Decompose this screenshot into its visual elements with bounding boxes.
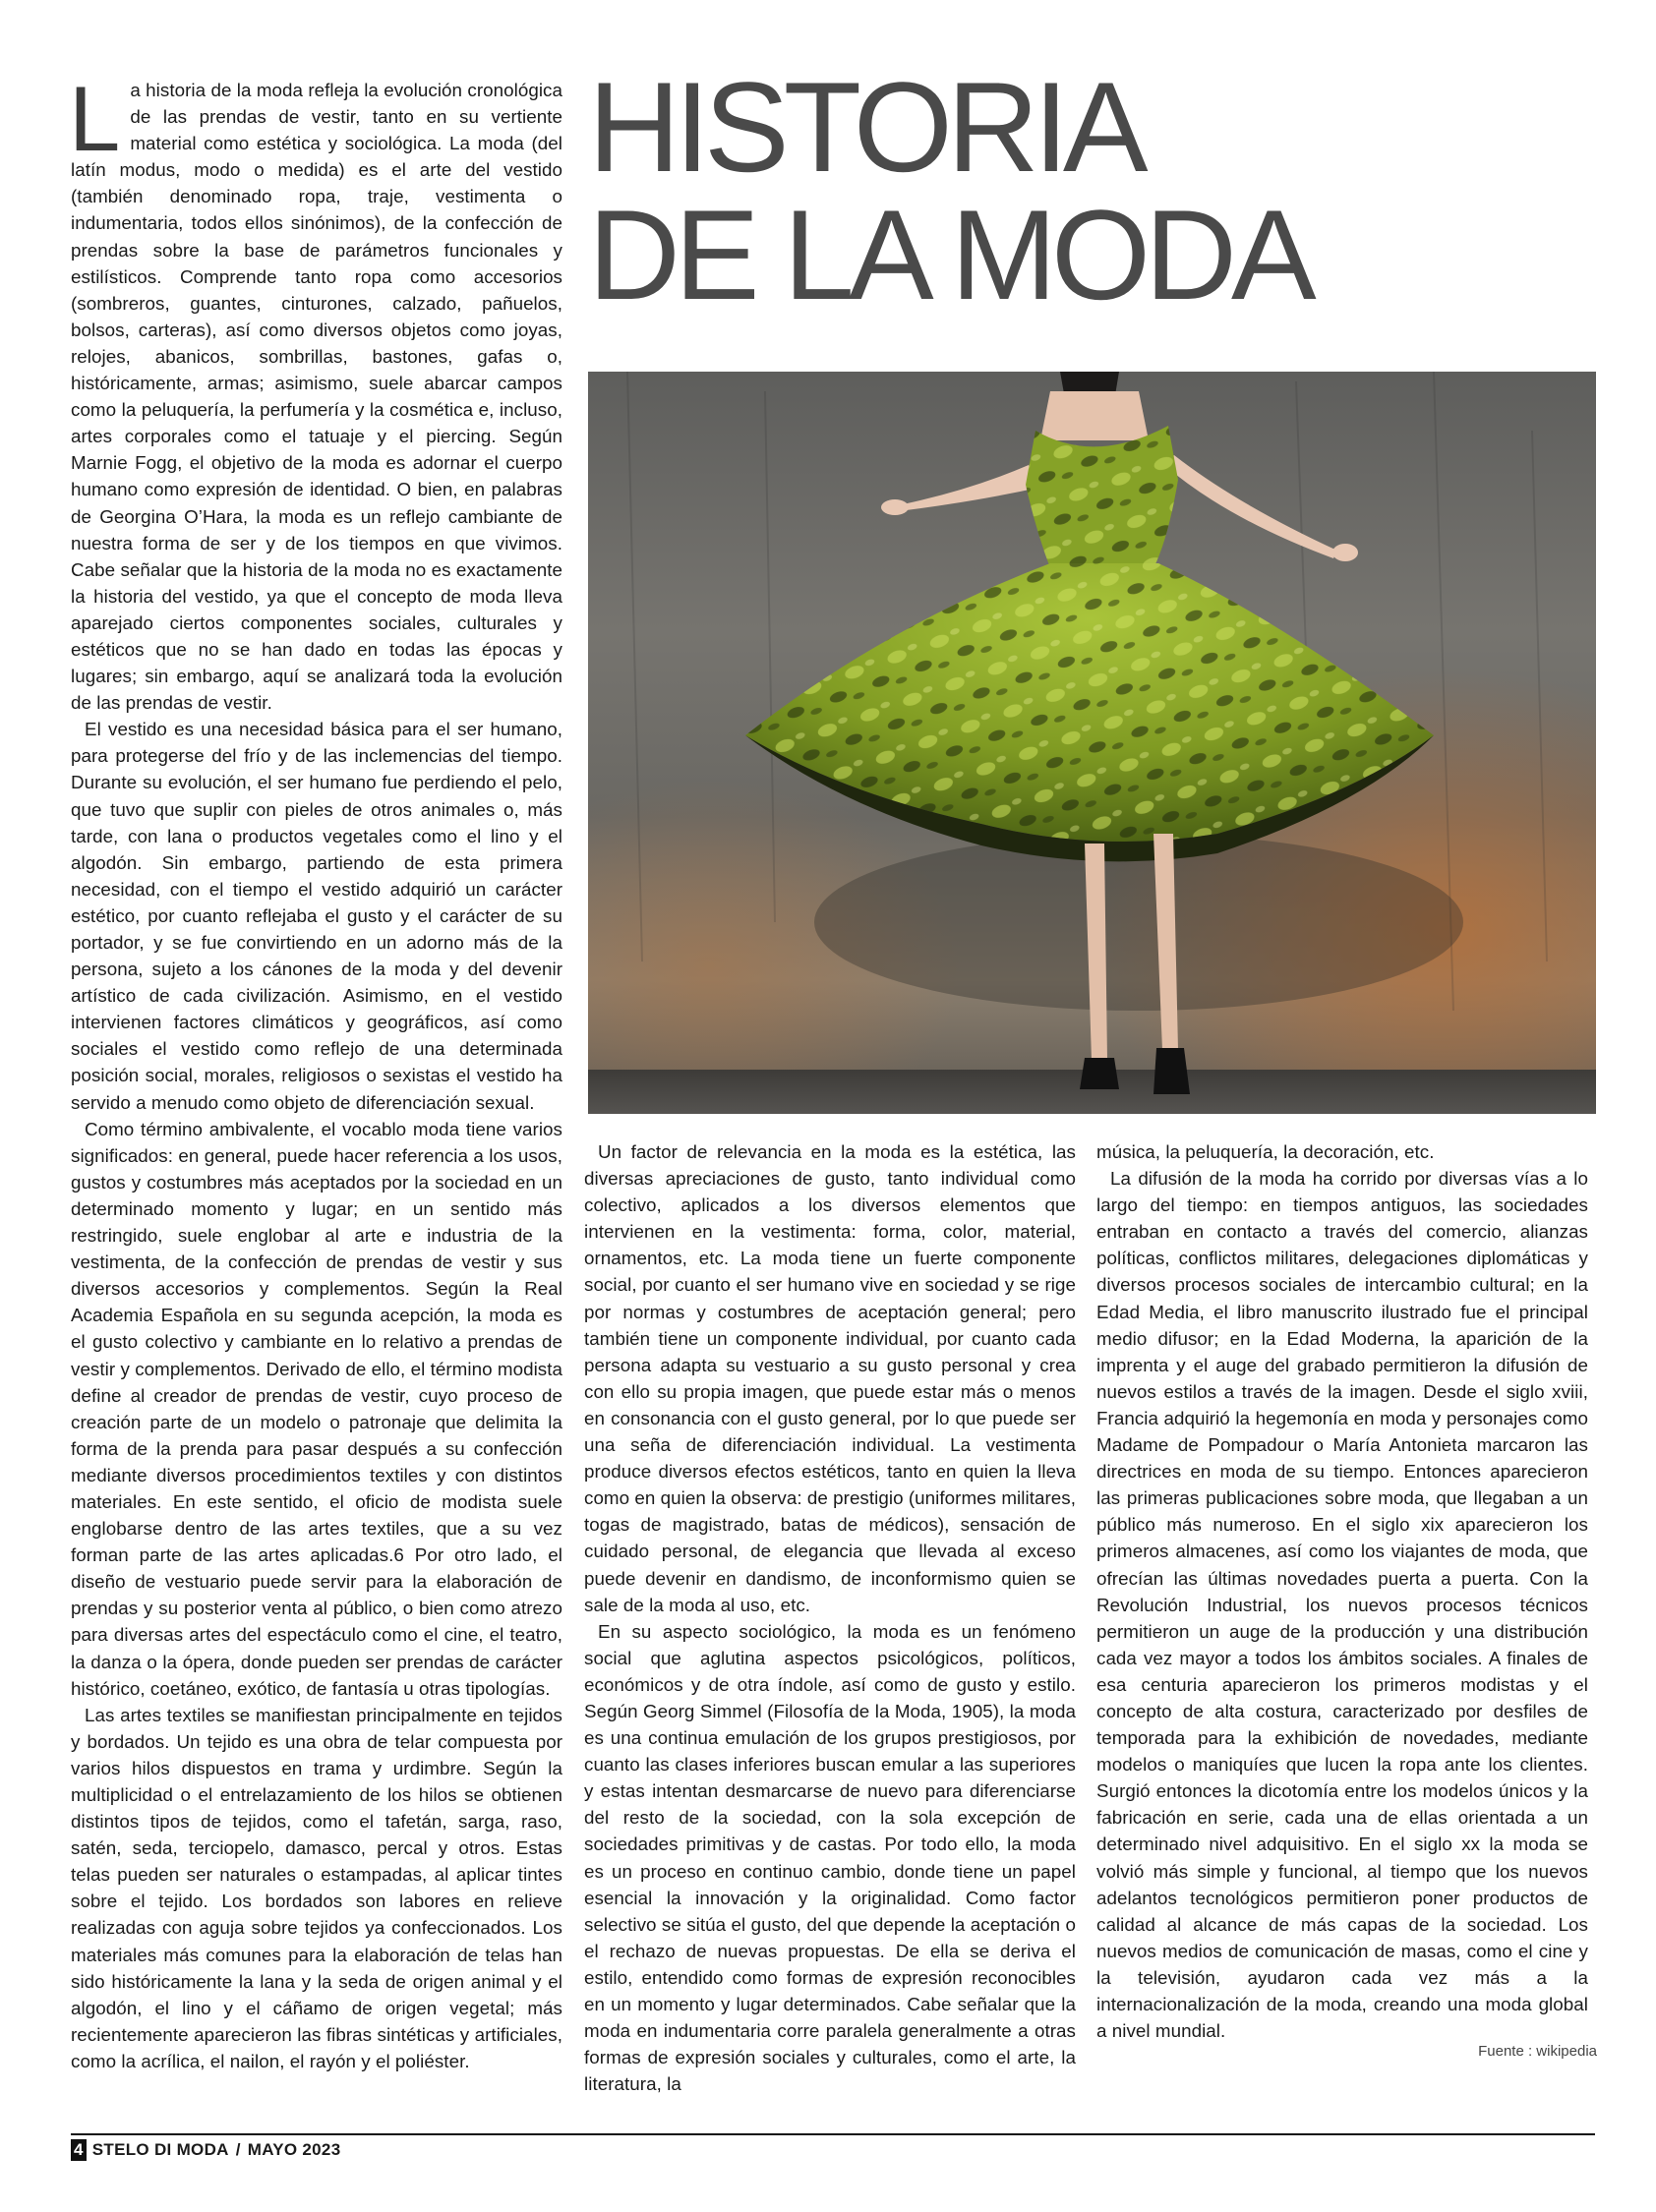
headline-line-2: DE LA MODA xyxy=(588,183,1311,326)
fashion-photo xyxy=(588,372,1596,1114)
paragraph-estetica: Un factor de relevancia en la moda es la estética, las diversas apreciaciones de gusto, tanto individual como colectivo, aplicados a los diversos elementos que intervienen en la vestimenta: forma, color, material, ornamentos, etc. La moda tiene un fuerte componente social, por cuanto el ser humano vive en sociedad y se rige por normas y costumbres de aceptación general; pero también tiene un componente individual, por cuanto cada persona adapta su vestuario a su gusto personal y crea con ello su propia imagen, que puede estar más o menos en consonancia con el gusto general, por lo que puede ser una seña de diferenciación individual. La vestimenta produce diversos efectos estéticos, tanto en quien la lleva como en quien la observa: de prestigio (uniformes militares, togas de magistrado, batas de médicos), sensación de cuidado personal, de elegancia que llevada al exceso puede devenir en dandismo, de inconformismo quien se sale de la moda al uso, etc. xyxy=(584,1141,1076,1615)
drop-cap: L xyxy=(69,67,121,170)
article-headline xyxy=(588,55,1311,326)
publication-name: STELO DI MODA xyxy=(91,2140,229,2159)
article-column-2 xyxy=(584,1138,1076,2097)
paragraph-vestido: El vestido es una necesidad básica para el ser humano, para protegerse del frío y de las inclemencias del tiempo. Durante su evolución, el ser humano fue perdiendo el pelo, que tuvo que suplir con pieles de otros animales o, más tarde, con lana o productos vegetales como el lino y el algodón. Sin embargo, partiendo de esta primera necesidad, con el tiempo el vestido adquirió un carácter estético, por cuanto reflejaba el gusto y el carácter de su portador, y se fue convirtiendo en un adorno más de la persona, sujeto a los cánones de la moda y del devenir artístico de cada civilización. Asimismo, en el vestido intervienen factores climáticos y geográficos, así como sociales el vestido como reflejo de una determinada posición social, morales, religiosos o sexistas el vestido ha servido a menudo como objeto de diferenciación sexual. xyxy=(71,719,562,1113)
article-column-3 xyxy=(1096,1138,1588,2044)
footer-separator: / xyxy=(235,2140,241,2159)
article-column-1 xyxy=(69,67,562,2074)
source-credit: Fuente : wikipedia xyxy=(1478,2043,1597,2060)
intro-paragraph xyxy=(69,67,562,716)
dress-photo-illustration xyxy=(588,372,1596,1114)
footer-rule xyxy=(71,2133,1595,2135)
issue-date: MAYO 2023 xyxy=(247,2140,341,2159)
paragraph-sociologico: En su aspecto sociológico, la moda es un fenómeno social que aglutina aspectos psicológicos, políticos, económicos y de otra índole, así como de gusto y estilo. Según Georg Simmel (Filosofía de la Moda, 1905), la moda es una continua emulación de los grupos prestigiosos, por cuanto las clases inferiores buscan emular a las superiores y estas intentan desmarcarse de nuevo para diferenciarse del resto de la sociedad, con la sola excepción de sociedades primitivas y de castas. Por todo ello, la moda es un proceso en continuo cambio, donde tiene un papel esencial la innovación y la originalidad. Como factor selectivo se sitúa el gusto, del que depende la aceptación o el rechazo de nuevas propuestas. De ella se deriva el estilo, entendido como formas de expresión reconocibles en un momento y lugar determinados. Cabe señalar que la moda en indumentaria corre paralela generalmente a otras formas de expresión sociales y culturales, como el arte, la literatura, la xyxy=(584,1620,1076,2095)
paragraph-sociologico-continued: música, la peluquería, la decoración, etc. xyxy=(1096,1141,1435,1162)
intro-paragraph-text: a historia de la moda refleja la evolución cronológica de las prendas de vestir, tanto en su vertiente material como estética y sociológica. La moda (del latín modus, modo o medida) es el arte del vestido (también denominado ropa, traje, vestimenta o indumentaria, todos ellos sinónimos), de la confección de prendas sobre la base de parámetros funcionales y estilísticos. Comprende tanto ropa como accesorios (sombreros, guantes, cinturones, calzado, pañuelos, bolsos, carteras), así como diversos objetos como joyas, relojes, abanicos, sombrillas, bastones, gafas o, históricamente, armas; asimismo, suele abarcar campos como la peluquería, la perfumería y la cosmética e, incluso, artes corporales como el tatuaje y el piercing. Según Marnie Fogg, el objetivo de la moda es adornar el cuerpo humano como expresión de identidad. O bien, en palabras de Georgina O’Hara, la moda es un reflejo cambiante de nuestra forma de ser y de los tiempos en que vivimos. Cabe señalar que la historia de la moda no es exactamente la historia del vestido, ya que el concepto de moda lleva aparejado ciertos componentes sociales, culturales y estéticos que no se han dado en todas las épocas y lugares; sin embargo, aquí se analizará toda la evolución de las prendas de vestir. xyxy=(71,80,562,714)
page-number: 4 xyxy=(71,2139,87,2161)
page-footer xyxy=(71,2138,340,2162)
paragraph-termino-moda: Como término ambivalente, el vocablo moda tiene varios significados: en general, puede hacer referencia a los usos, gustos y costumbres más aceptados por la sociedad en un determinado momento y lugar; en un sentido más restringido, suele englobar al arte e industria de la vestimenta, de la confección de prendas de vestir y sus diversos accesorios y complementos. Según la Real Academia Española en su segunda acepción, la moda es el gusto colectivo y cambiante en lo relativo a prendas de vestir y complementos. Derivado de ello, el término modista define al creador de prendas de vestir, cuyo proceso de creación parte de un modelo o patronaje que delimita la forma de la prenda para pasar después a su confección mediante diversos procedimientos textiles y con distintos materiales. En este sentido, el oficio de modista suele englobarse dentro de las artes textiles, que a su vez forman parte de las artes aplicadas.6 Por otro lado, el diseño de vestuario puede servir para la elaboración de prendas y su posterior venta al público, o bien como atrezo para diversas artes del espectáculo como el cine, el teatro, la danza o la ópera, donde pueden ser prendas de carácter histórico, coetáneo, exótico, de fantasía u otras tipologías. xyxy=(71,1118,562,1699)
paragraph-artes-textiles: Las artes textiles se manifiestan principalmente en tejidos y bordados. Un tejido es una obra de telar compuesta por varios hilos dispuestos en trama y urdimbre. Según la multiplicidad o el entrelazamiento de los hilos se obtienen distintos tipos de tejidos, como el tafetán, sarga, raso, satén, seda, terciopelo, damasco, percal y otros. Estas telas pueden ser naturales o estampadas, al aplicar tintes sobre el tejido. Los bordados son labores en relieve realizadas con aguja sobre tejidos ya confeccionados. Los materiales más comunes para la elaboración de telas han sido históricamente la lana y la seda de origen animal y el algodón, el lino y el cáñamo de origen vegetal; más recientemente aparecieron las fibras sintéticas y artificiales, como la acrílica, el nailon, el rayón y el poliéster. xyxy=(71,1704,562,2071)
headline-line-1: HISTORIA xyxy=(588,55,1143,199)
paragraph-difusion: La difusión de la moda ha corrido por diversas vías a lo largo del tiempo: en tiempos antiguos, las sociedades entraban en contacto a través del comercio, alianzas políticas, conflictos militares, delegaciones diplomáticas y diversos procesos sociales de intercambio cultural; en la Edad Media, el libro manuscrito ilustrado fue el principal medio difusor; en la Edad Moderna, la aparición de la imprenta y el auge del grabado permitieron la difusión de nuevos estilos a través de la imagen. Desde el siglo xviii, Francia adquirió la hegemonía en moda y personajes como Madame de Pompadour o María Antonieta marcaron las directrices en moda de su tiempo. Entonces aparecieron las primeras publicaciones sobre moda, que llegaban a un público más numeroso. En el siglo xix aparecieron los primeros almacenes, así como los viajantes de moda, que ofrecían las últimas novedades puerta a puerta. Con la Revolución Industrial, los nuevos procesos técnicos permitieron un auge de la producción y una distribución cada vez mayor a todos los ámbitos sociales. A finales de esa centuria aparecieron los primeros modistas y el concepto de alta costura, caracterizado por desfiles de temporada para la exhibición de novedades, mediante modelos o maniquíes que lucen la ropa ante los clientes. Surgió entonces la dicotomía entre los modelos únicos y la fabricación en serie, cada una de ellas orientada a un determinado nivel adquisitivo. En el siglo xx la moda se volvió más simple y funcional, al tiempo que los nuevos adelantos tecnológicos permitieron poner productos de calidad al alcance de más capas de la sociedad. Los nuevos medios de comunicación de masas, como el cine y la televisión, ayudaron cada vez más a la internacionalización de la moda, creando una moda global a nivel mundial. xyxy=(1096,1168,1588,2042)
